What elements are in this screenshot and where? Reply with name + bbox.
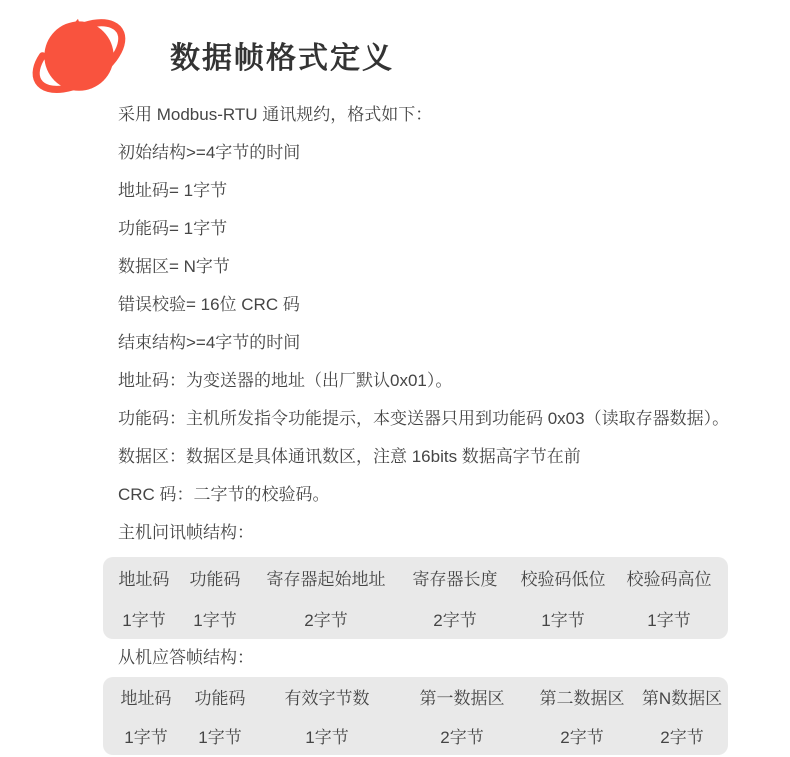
table-cell: 寄存器起始地址 bbox=[266, 570, 386, 589]
table-cell: 地址码 bbox=[120, 689, 172, 708]
planet-orbit-icon bbox=[26, 3, 132, 101]
paragraph-address-desc: 地址码：为变送器的地址（出厂默认0x01）。 bbox=[118, 371, 453, 390]
slave-frame-size-row bbox=[109, 716, 728, 755]
paragraph-end-structure: 结束结构>=4字节的时间 bbox=[118, 333, 301, 352]
paragraph-protocol: 采用 Modbus-RTU 通讯规约，格式如下： bbox=[118, 105, 433, 124]
paragraph-data-area: 数据区= N字节 bbox=[118, 257, 230, 276]
table-cell: 第二数据区 bbox=[539, 689, 625, 708]
table-cell: 2字节 bbox=[433, 611, 477, 630]
slave-frame-header-row bbox=[109, 677, 728, 716]
table-cell: 2字节 bbox=[440, 728, 484, 747]
slave-frame-table bbox=[103, 677, 728, 755]
table-cell: 1字节 bbox=[124, 728, 168, 747]
table-cell: 2字节 bbox=[660, 728, 704, 747]
paragraph-crc-desc: CRC 码：二字节的校验码。 bbox=[118, 485, 330, 504]
table-cell: 地址码 bbox=[118, 570, 170, 589]
table-cell: 1字节 bbox=[647, 611, 691, 630]
paragraph-data-desc: 数据区：数据区是具体通讯数区，注意 16bits 数据高字节在前 bbox=[118, 447, 581, 466]
table-cell: 1字节 bbox=[305, 728, 349, 747]
host-frame-header-row bbox=[109, 557, 728, 598]
paragraph-function-desc: 功能码：主机所发指令功能提示，本变送器只用到功能码 0x03（读取存器数据）。 bbox=[118, 409, 730, 428]
paragraph-address-code: 地址码= 1字节 bbox=[118, 181, 228, 200]
table-cell: 校验码高位 bbox=[626, 570, 712, 589]
host-frame-table bbox=[103, 557, 728, 639]
paragraph-init-structure: 初始结构>=4字节的时间 bbox=[118, 143, 301, 162]
slave-frame-label: 从机应答帧结构： bbox=[118, 648, 254, 667]
table-cell: 2字节 bbox=[304, 611, 348, 630]
paragraph-function-code: 功能码= 1字节 bbox=[118, 219, 228, 238]
table-cell: 1字节 bbox=[541, 611, 585, 630]
table-cell: 有效字节数 bbox=[284, 689, 370, 708]
table-cell: 第一数据区 bbox=[419, 689, 505, 708]
table-cell: 第N数据区 bbox=[641, 689, 723, 708]
table-cell: 校验码低位 bbox=[520, 570, 606, 589]
host-frame-label: 主机问讯帧结构： bbox=[118, 523, 254, 542]
host-frame-size-row bbox=[109, 598, 728, 639]
table-cell: 1字节 bbox=[198, 728, 242, 747]
table-cell: 1字节 bbox=[193, 611, 237, 630]
table-cell: 功能码 bbox=[194, 689, 246, 708]
table-cell: 功能码 bbox=[189, 570, 241, 589]
page-title: 数据帧格式定义 bbox=[170, 42, 394, 75]
table-cell: 2字节 bbox=[560, 728, 604, 747]
paragraph-error-check: 错误校验= 16位 CRC 码 bbox=[118, 295, 300, 314]
table-cell: 寄存器长度 bbox=[412, 570, 498, 589]
table-cell: 1字节 bbox=[122, 611, 166, 630]
